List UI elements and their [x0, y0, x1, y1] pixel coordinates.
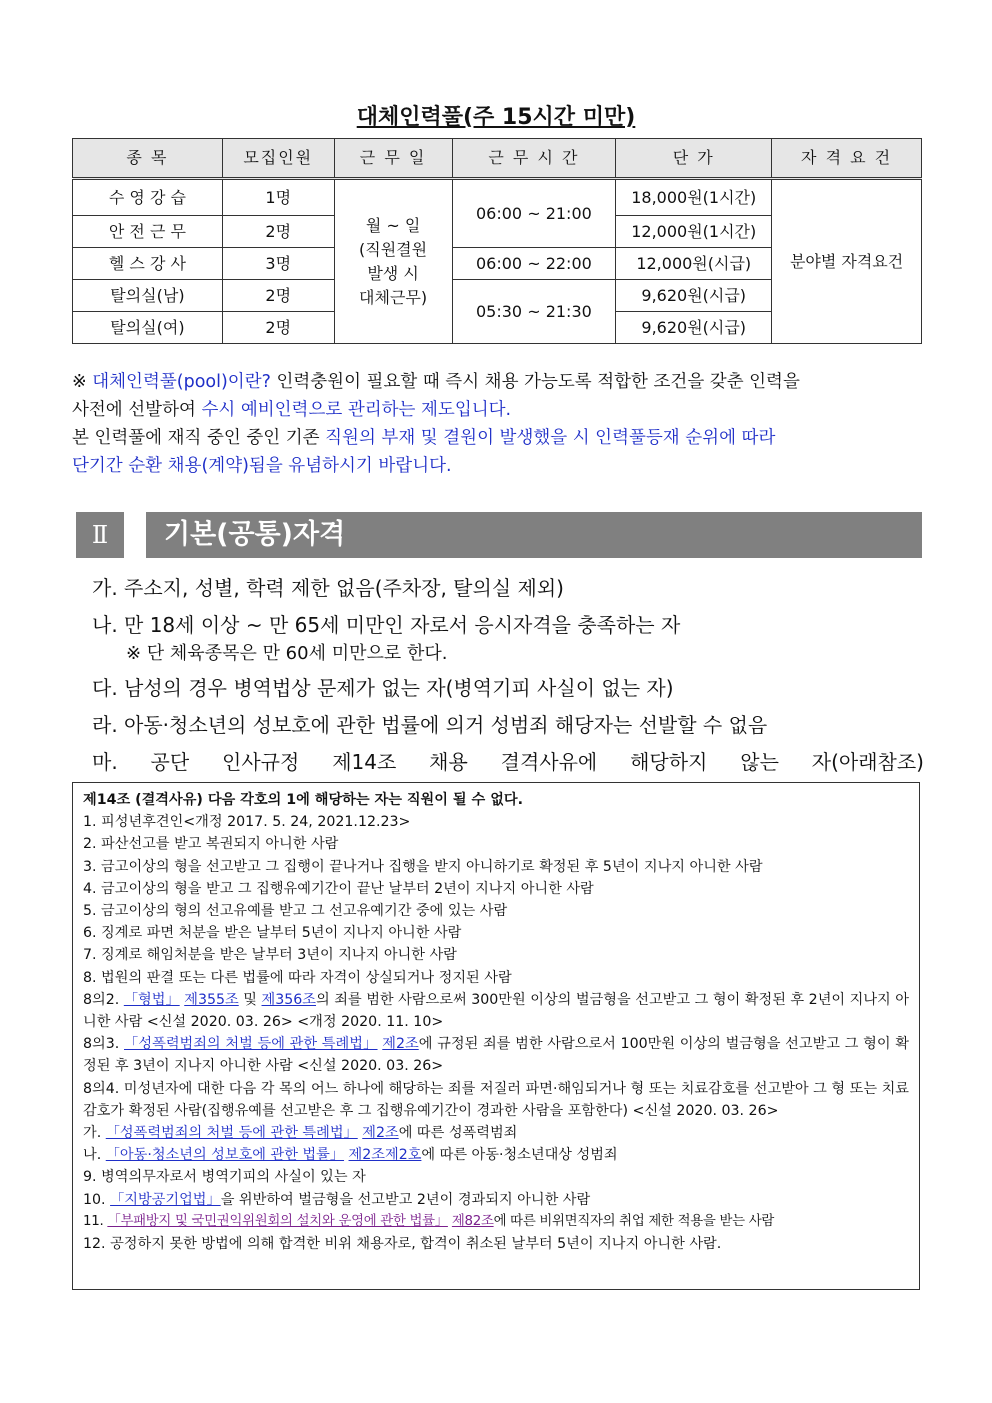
note-text: ※ — [72, 372, 93, 392]
note-line — [72, 396, 924, 424]
hours-cell: 05:30 ~ 21:30 — [452, 280, 616, 344]
article-link[interactable]: 제356조 — [261, 991, 317, 1008]
row-count: 1명 — [222, 179, 334, 216]
note-highlight: 직원의 부재 및 결원이 발생했을 시 인력풀등재 순위에 따라 — [325, 428, 776, 448]
item-text: 의 죄를 범한 사람으로써 300만원 이상의 벌금형을 선고받고 그 형이 확정된 후 2년이 지나지 아니한 사람 <신설 2020. 03. 26> <개정 2020. 11. 10> — [83, 991, 910, 1031]
article-item: 3. 금고이상의 형을 선고받고 그 집행이 끝나거나 집행을 받지 아니하기로 확정된 후 5년이 지나지 아니한 사람 — [83, 858, 763, 875]
substitute-pool-table — [72, 138, 922, 344]
hours-cell: 06:00 ~ 22:00 — [452, 248, 616, 280]
item-text: 10. — [83, 1191, 111, 1208]
workdays-line: 대체근무) — [359, 287, 428, 307]
row-item: 탈의실(남) — [73, 280, 223, 312]
article-item: 8. 법원의 판결 또는 다른 법률에 따라 자격이 상실되거나 정지된 사람 — [83, 969, 512, 986]
article-link[interactable]: 제2조 — [362, 1125, 399, 1142]
word: 결격사유에 — [500, 750, 598, 774]
qualification-cell: 분야별 자격요건 — [772, 179, 922, 344]
note-highlight: 수시 예비인력으로 관리하는 제도입니다. — [201, 400, 512, 420]
workdays-line: 월 ~ 일 — [365, 215, 421, 235]
article-subitem — [83, 1122, 909, 1144]
item-text: 에 따른 성폭력범죄 — [398, 1125, 518, 1142]
row-price: 9,620원(시급) — [616, 312, 772, 344]
law-link[interactable]: 「성폭력범죄의 처벌 등에 관한 특례법」 — [124, 1036, 378, 1053]
word: 공단 — [150, 750, 190, 774]
row-item: 수 영 강 습 — [73, 179, 223, 216]
note-line — [72, 424, 924, 452]
article-subitem — [83, 1144, 909, 1166]
word: 인사규정 — [222, 750, 300, 774]
article-link[interactable]: 제2조 — [382, 1036, 419, 1053]
header-qualification: 자 격 요 건 — [772, 139, 922, 179]
word: 마. — [92, 750, 118, 774]
article-item: 1. 피성년후견인<개정 2017. 5. 24, 2021.12.23> — [83, 814, 411, 831]
row-price: 12,000원(1시간) — [616, 216, 772, 248]
article-link[interactable]: 제2조제2호 — [348, 1147, 422, 1164]
article-item: 6. 징계로 파면 처분을 받은 날부터 5년이 지나지 아니한 사람 — [83, 925, 462, 942]
word: 제14조 — [332, 750, 397, 774]
qualification-item: 나. 만 18세 이상 ~ 만 65세 미만인 자로서 응시자격을 충족하는 자 — [92, 613, 681, 637]
note-line — [72, 368, 924, 396]
word: 해당하지 — [630, 750, 708, 774]
word: 자(아래참조) — [811, 750, 924, 774]
item-text: 11. — [83, 1213, 108, 1229]
article-item: 4. 금고이상의 형을 받고 그 집행유예기간이 끝난 날부터 2년이 지나지 아니한 사람 — [83, 880, 594, 897]
law-link[interactable]: 「성폭력범죄의 처벌 등에 관한 특례법」 — [105, 1125, 358, 1142]
article-item — [83, 1189, 909, 1211]
article-heading: 제14조 (결격사유) 다음 각호의 1에 해당하는 자는 직원이 될 수 없다. — [83, 792, 523, 808]
qualification-item: 다. 남성의 경우 병역법상 문제가 없는 자(병역기피 사실이 없는 자) — [92, 676, 674, 700]
row-price: 18,000원(1시간) — [616, 179, 772, 216]
header-count: 모집인원 — [222, 139, 334, 179]
article-item — [83, 989, 909, 1033]
item-text: 8의2. — [83, 991, 124, 1008]
note-highlight: 대체인력풀(pool)이란? — [92, 372, 271, 392]
item-text: 나. — [83, 1147, 106, 1164]
item-text: 에 따른 비위면직자의 취업 제한 적용을 받는 사람 — [493, 1213, 774, 1229]
workdays-line: (직원결원 — [359, 239, 428, 259]
note-text: 본 인력풀에 재직 중인 중인 기존 — [72, 428, 326, 448]
law-link[interactable]: 「지방공기업법」 — [110, 1191, 221, 1208]
word: 않는 — [740, 750, 779, 774]
law-link[interactable]: 「아동·청소년의 성보호에 관한 법률」 — [105, 1147, 345, 1164]
row-count: 2명 — [222, 216, 334, 248]
note-text: 인력충원이 필요할 때 즉시 채용 가능도록 적합한 조건을 갖춘 인력을 — [270, 372, 800, 392]
article-link[interactable]: 제355조 — [184, 991, 239, 1008]
table-title: 대체인력풀(주 15시간 미만) — [356, 105, 636, 130]
qualification-item — [92, 746, 924, 778]
workdays-line: 발생 시 — [367, 263, 419, 283]
row-count: 2명 — [222, 312, 334, 344]
article-item: 5. 금고이상의 형의 선고유예를 받고 그 선고유예기간 중에 있는 사람 — [83, 903, 508, 920]
article-item: 2. 파산선고를 받고 복권되지 아니한 사람 — [83, 836, 339, 853]
item-text: 을 위반하여 벌금형을 선고받고 2년이 경과되지 아니한 사람 — [220, 1191, 591, 1208]
article-item: 12. 공정하지 못한 방법에 의해 합격한 비위 채용자로, 합격이 취소된 날부터 5년이 지나지 아니한 사람. — [83, 1236, 722, 1253]
item-text: 8의3. — [83, 1036, 124, 1053]
law-link[interactable]: 「부패방지 및 국민권익위원회의 설치와 운영에 관한 법률」 — [107, 1213, 448, 1229]
law-link[interactable]: 「형법」 — [123, 991, 180, 1008]
article-14-box — [72, 782, 920, 1290]
item-text: 가. — [83, 1125, 106, 1142]
section-title: 기본(공통)자격 — [146, 512, 922, 558]
item-text: 및 — [238, 991, 262, 1008]
row-item: 헬 스 강 사 — [73, 248, 223, 280]
article-item — [83, 1211, 909, 1233]
section-number: Ⅱ — [76, 512, 124, 558]
article-item: 9. 병역의무자로서 병역기피의 사실이 있는 자 — [83, 1169, 366, 1186]
note-text: 사전에 선발하여 — [72, 400, 202, 420]
note-highlight: 단기간 순환 채용(계약)됨을 유념하시기 바랍니다. — [72, 456, 452, 476]
hours-cell: 06:00 ~ 21:00 — [452, 179, 616, 248]
header-item: 종 목 — [73, 139, 223, 179]
article-link[interactable]: 제82조 — [451, 1213, 494, 1229]
pool-notes — [72, 368, 924, 480]
table-header-row — [73, 139, 922, 179]
row-price: 12,000원(시급) — [616, 248, 772, 280]
word: 채용 — [429, 750, 468, 774]
item-text: 에 규정된 죄를 범한 사람으로서 100만원 이상의 벌금형을 선고받고 그 형이 확정된 후 3년이 지나지 아니한 사람 <신설 2020. 03. 26> — [83, 1036, 909, 1075]
basic-qualifications — [92, 572, 924, 783]
row-count: 3명 — [222, 248, 334, 280]
article-item: 7. 징계로 해임처분을 받은 날부터 3년이 지나지 아니한 사람 — [83, 947, 457, 964]
qualification-item: 라. 아동·청소년의 성보호에 관한 법률에 의거 성범죄 해당자는 선발할 수 없음 — [92, 713, 768, 737]
workdays-cell — [334, 179, 452, 344]
header-hours: 근 무 시 간 — [452, 139, 616, 179]
row-count: 2명 — [222, 280, 334, 312]
row-price: 9,620원(시급) — [616, 280, 772, 312]
header-price: 단 가 — [616, 139, 772, 179]
article-item — [83, 1033, 909, 1077]
qualification-subnote: ※ 단 체육종목은 만 60세 미만으로 한다. — [126, 643, 448, 664]
header-workdays: 근 무 일 — [334, 139, 452, 179]
article-item: 8의4. 미성년자에 대한 다음 각 목의 어느 하나에 해당하는 죄를 저질러 파면·해임되거나 형 또는 치료감호를 선고받아 그 형 또는 치료감호가 확정된 사람(집행유예를 선고받은 후 그 집행유예기간이 경과한 사람을 포함한다) <신설 2020. 03. 26> — [83, 1080, 909, 1119]
note-line — [72, 452, 924, 480]
section-header — [76, 512, 922, 558]
table-row — [73, 179, 922, 216]
row-item: 안 전 근 무 — [73, 216, 223, 248]
row-item: 탈의실(여) — [73, 312, 223, 344]
qualification-item: 가. 주소지, 성별, 학력 제한 없음(주차장, 탈의실 제외) — [92, 576, 564, 600]
item-text: 에 따른 아동·청소년대상 성범죄 — [421, 1147, 618, 1164]
